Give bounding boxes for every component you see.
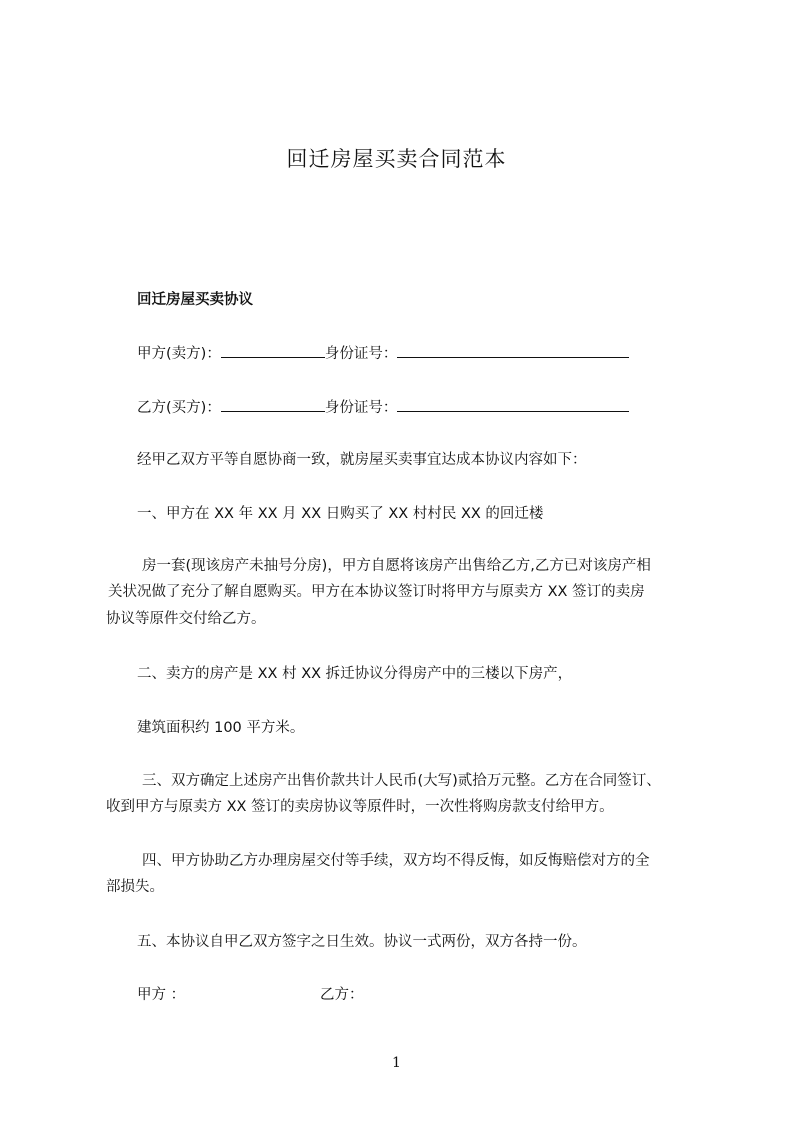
clause-5: 五、本协议自甲乙双方签字之日生效。协议一式两份，双方各持一份。	[137, 934, 587, 950]
party-a-row	[137, 343, 629, 364]
clause-1-heading: 一、甲方在 XX 年 XX 月 XX 日购买了 XX 村村民 XX 的回迁楼	[137, 506, 544, 522]
clause-4-line: 部损失。	[106, 879, 164, 895]
clause-2-heading: 二、卖方的房产是 XX 村 XX 拆迁协议分得房产中的三楼以下房产，	[137, 666, 573, 682]
party-a-id-blank	[397, 343, 629, 358]
party-b-label: 乙方(买方)：	[137, 400, 221, 416]
party-b-id-label: 身份证号：	[324, 400, 398, 416]
party-b-id-blank	[397, 397, 629, 412]
clause-1-line: 关状况做了充分了解自愿购买。甲方在本协议签订时将甲方与原卖方 XX 签订的卖房	[108, 584, 645, 600]
clause-1-line: 房一套(现该房产未抽号分房)，甲方自愿将该房产出售给乙方,乙方已对该房产相	[142, 558, 651, 574]
agreement-subtitle: 回迁房屋买卖协议	[137, 292, 253, 308]
party-a-id-label: 身份证号：	[324, 346, 398, 362]
signature-party-b: 乙方：	[320, 987, 364, 1003]
clause-3-line: 三、双方确定上述房产出售价款共计人民币(大写)贰拾万元整。乙方在合同签订、	[142, 773, 661, 789]
signature-party-a: 甲方 ：	[137, 987, 186, 1003]
party-b-name-blank	[221, 397, 325, 412]
clause-2-area: 建筑面积约 100 平方米。	[137, 720, 305, 736]
document-title: 回迁房屋买卖合同范本	[286, 147, 507, 171]
clause-3-line: 收到甲方与原卖方 XX 签订的卖房协议等原件时，一次性将购房款支付给甲方。	[106, 799, 614, 815]
intro-paragraph: 经甲乙双方平等自愿协商一致，就房屋买卖事宜达成本协议内容如下：	[137, 452, 587, 468]
party-b-row	[137, 397, 629, 418]
clause-4-line: 四、甲方协助乙方办理房屋交付等手续，双方均不得反悔，如反悔赔偿对方的全	[142, 853, 650, 869]
party-a-name-blank	[221, 343, 325, 358]
clause-1-line: 协议等原件交付给乙方。	[106, 611, 266, 627]
party-a-label: 甲方(卖方)：	[137, 346, 221, 362]
page-number: 1	[392, 1055, 401, 1071]
